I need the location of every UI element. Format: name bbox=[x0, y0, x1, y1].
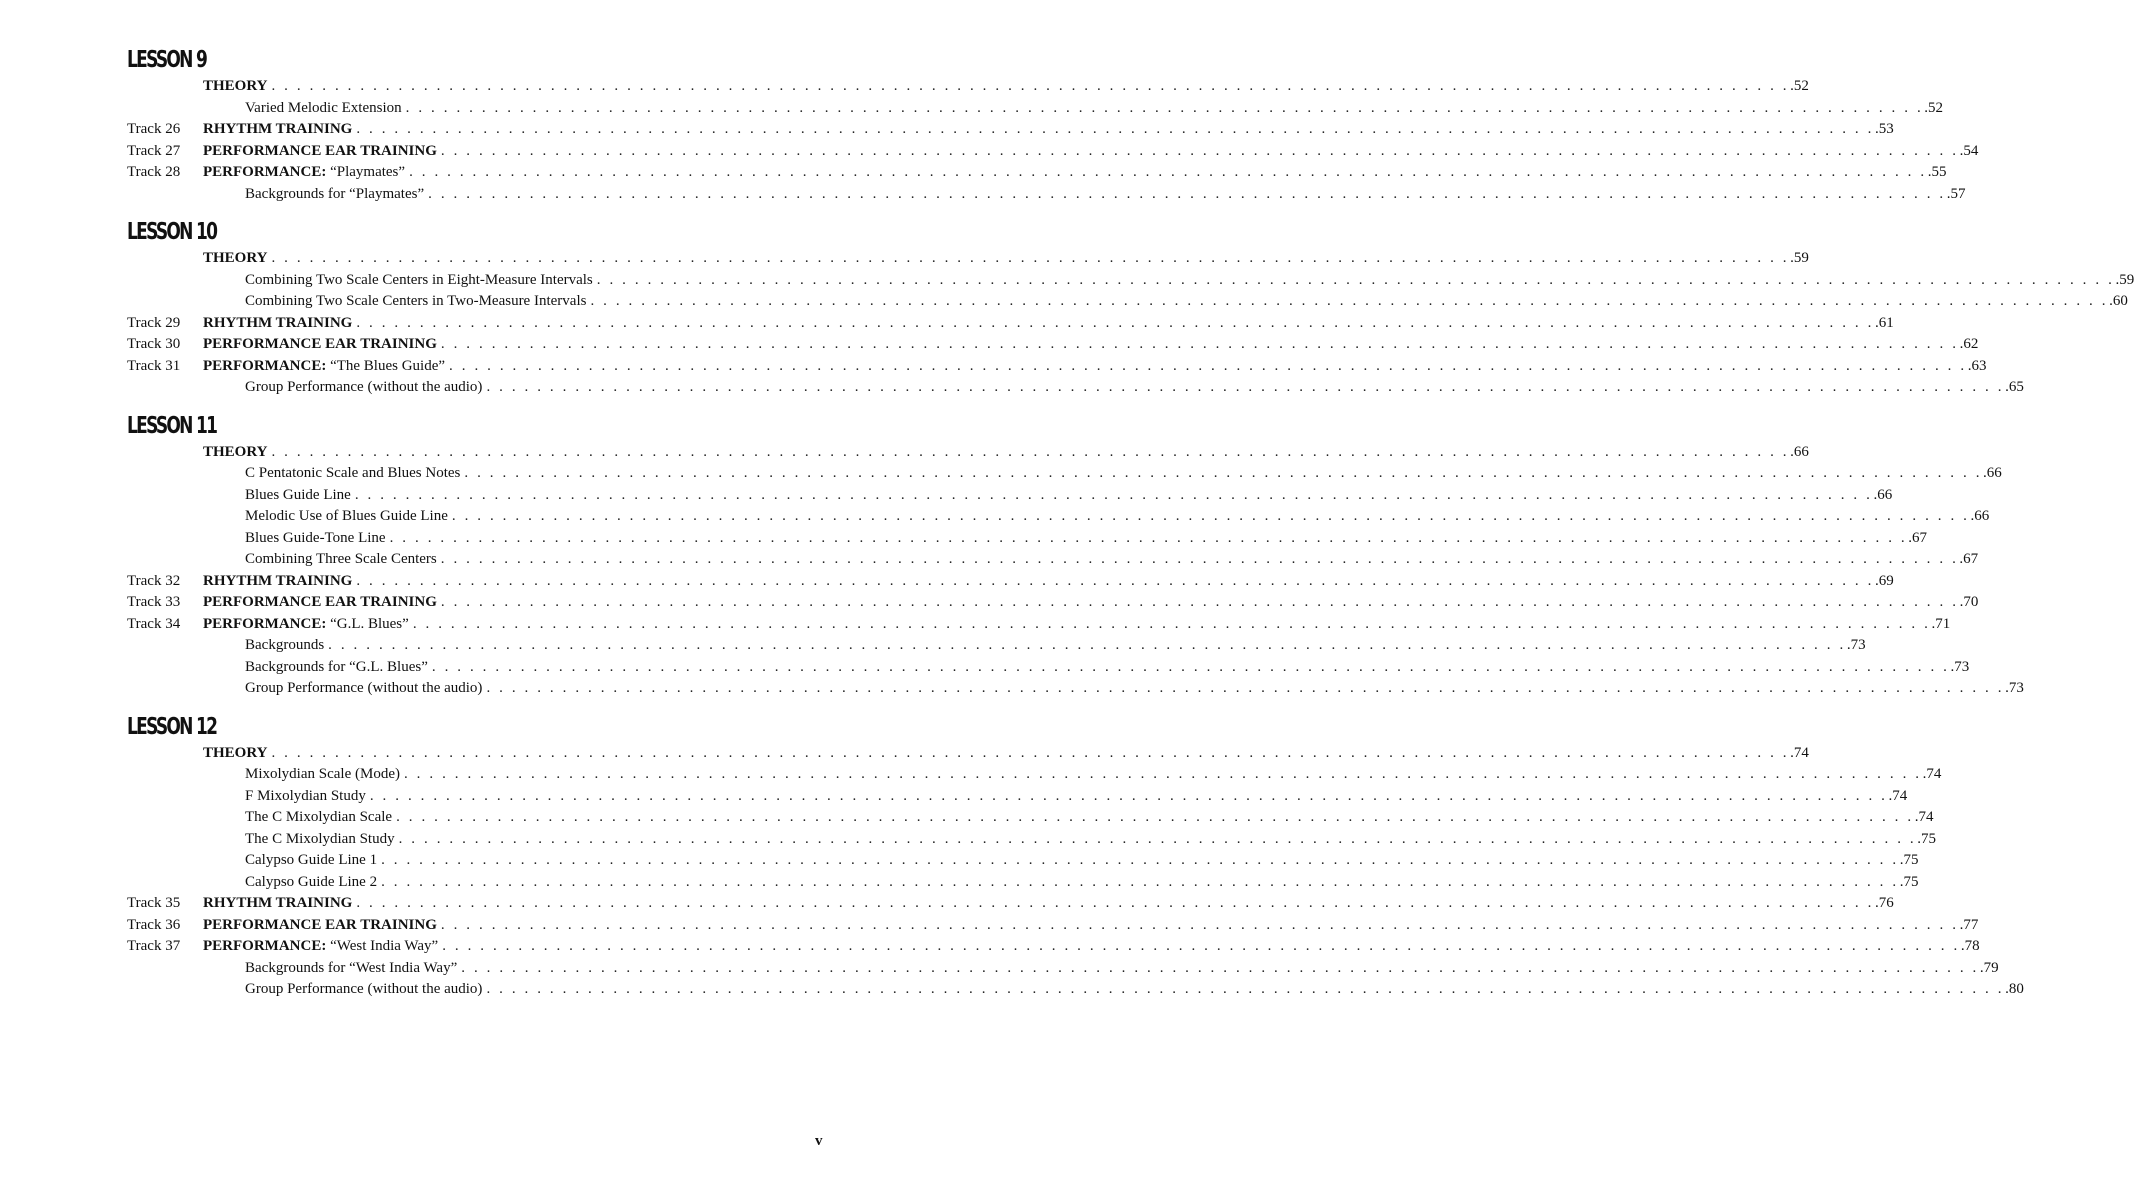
dot-leader: . . . . . . . . . . . . . . . . . . . . . . . . . . . . . . . . . . . . . . . . . . . . . . . . . . . . . . . . . . . . . . . . . . . . . . . . . . . . . . . . . . . . . . . . . . . . . . . . . . . . . . . . . . . . . . . . . . . . . . . . bbox=[590, 293, 2109, 309]
track-label: Track 28 bbox=[127, 164, 181, 180]
entry-title-text: Backgrounds for “West India Way” bbox=[245, 959, 458, 976]
toc-entry[interactable] bbox=[0, 958, 1999, 980]
entry-line bbox=[245, 270, 2134, 292]
entry-page-number: .75 bbox=[1917, 830, 1936, 847]
entry-title-bold: RHYTHM TRAINING bbox=[203, 314, 353, 331]
lesson-heading: LESSON 10 bbox=[127, 219, 217, 245]
entry-line bbox=[245, 463, 2002, 485]
entry-line bbox=[245, 528, 1927, 550]
toc-entry[interactable] bbox=[0, 549, 1979, 571]
toc-entry[interactable] bbox=[0, 764, 1942, 786]
dot-leader: . . . . . . . . . . . . . . . . . . . . . . . . . . . . . . . . . . . . . . . . . . . . . . . . . . . . . . . . . . . . . . . . . . . . . . . . . . . . . . . . . . . . . . . . . . . . . . . . . . . . . . . . . . . . . . . . . . . . . . . . bbox=[271, 250, 1790, 266]
entry-page-number: .77 bbox=[1959, 916, 1979, 933]
toc-entry[interactable] bbox=[0, 915, 1979, 937]
dot-leader: . . . . . . . . . . . . . . . . . . . . . . . . . . . . . . . . . . . . . . . . . . . . . . . . . . . . . . . . . . . . . . . . . . . . . . . . . . . . . . . . . . . . . . . . . . . . . . . . . . . . . . . . . . . . . . . . . . . . . . . . bbox=[381, 873, 1899, 890]
track-label: Track 33 bbox=[127, 594, 181, 610]
entry-title-text: Backgrounds for “Playmates” bbox=[245, 185, 425, 202]
entry-title-text: Group Performance (without the audio) bbox=[245, 680, 483, 696]
entry-title-text: Combining Two Scale Centers in Eight-Measure Intervals bbox=[245, 271, 593, 288]
entry-line bbox=[203, 356, 1987, 378]
entry-title-bold: RHYTHM TRAINING bbox=[203, 121, 353, 137]
entry-title bbox=[203, 571, 352, 593]
entry-page-number: .74 bbox=[1922, 766, 1942, 782]
entry-title-bold: THEORY bbox=[203, 78, 268, 94]
section-gap bbox=[0, 700, 900, 711]
entry-title bbox=[245, 958, 457, 980]
toc-entry[interactable] bbox=[0, 119, 1894, 141]
entry-title bbox=[203, 743, 267, 765]
dot-leader: . . . . . . . . . . . . . . . . . . . . . . . . . . . . . . . . . . . . . . . . . . . . . . . . . . . . . . . . . . . . . . . . . . . . . . . . . . . . . . . . . . . . . . . . . . . . . . . . . . . . . . . . . . . . . . . . . . . . . . . . bbox=[271, 78, 1790, 94]
toc-entry[interactable] bbox=[0, 678, 2024, 700]
dot-leader: . . . . . . . . . . . . . . . . . . . . . . . . . . . . . . . . . . . . . . . . . . . . . . . . . . . . . . . . . . . . . . . . . . . . . . . . . . . . . . . . . . . . . . . . . . . . . . . . . . . . . . . . . . . . . . . . . . . . . . . . bbox=[409, 164, 1927, 180]
entry-line bbox=[245, 786, 1908, 808]
entry-title bbox=[245, 377, 482, 399]
entry-title bbox=[203, 248, 267, 270]
entry-page-number: .61 bbox=[1874, 314, 1894, 331]
entry-title bbox=[245, 506, 448, 528]
dot-leader: . . . . . . . . . . . . . . . . . . . . . . . . . . . . . . . . . . . . . . . . . . . . . . . . . . . . . . . . . . . . . . . . . . . . . . . . . . . . . . . . . . . . . . . . . . . . . . . . . . . . . . . . . . . . . . . . . . . . . . . . bbox=[403, 766, 1922, 782]
toc-entry[interactable] bbox=[0, 485, 1893, 507]
entry-title-text: Blues Guide Line bbox=[245, 486, 351, 503]
entry-title-text: Combining Three Scale Centers bbox=[245, 551, 437, 567]
entry-page-number: .74 bbox=[1888, 787, 1908, 804]
dot-leader: . . . . . . . . . . . . . . . . . . . . . . . . . . . . . . . . . . . . . . . . . . . . . . . . . . . . . . . . . . . . . . . . . . . . . . . . . . . . . . . . . . . . . . . . . . . . . . . . . . . . . . . . . . . . . . . . . . . . . . . . bbox=[428, 185, 1946, 202]
dot-leader: . . . . . . . . . . . . . . . . . . . . . . . . . . . . . . . . . . . . . . . . . . . . . . . . . . . . . . . . . . . . . . . . . . . . . . . . . . . . . . . . . . . . . . . . . . . . . . . . . . . . . . . . . . . . . . . . . . . . . . . . bbox=[328, 637, 1846, 653]
entry-page-number: .67 bbox=[1908, 529, 1927, 546]
entry-title-bold: PERFORMANCE: bbox=[203, 615, 327, 632]
dot-leader: . . . . . . . . . . . . . . . . . . . . . . . . . . . . . . . . . . . . . . . . . . . . . . . . . . . . . . . . . . . . . . . . . . . . . . . . . . . . . . . . . . . . . . . . . . . . . . . . . . . . . . . . . . . . . . . . . . . . . . . . bbox=[369, 787, 1888, 804]
lesson-heading: LESSON 11 bbox=[127, 412, 217, 439]
entry-page-number: .74 bbox=[1790, 744, 1809, 761]
toc-entry[interactable] bbox=[0, 850, 1919, 872]
toc-entry[interactable] bbox=[0, 807, 1934, 829]
track-label: Track 35 bbox=[127, 895, 181, 911]
toc-entry[interactable] bbox=[0, 635, 1866, 657]
dot-leader: . . . . . . . . . . . . . . . . . . . . . . . . . . . . . . . . . . . . . . . . . . . . . . . . . . . . . . . . . . . . . . . . . . . . . . . . . . . . . . . . . . . . . . . . . . . . . . . . . . . . . . . . . . . . . . . . . . . . . . . . bbox=[356, 121, 1874, 137]
toc-entry[interactable] bbox=[0, 979, 2024, 1001]
dot-leader: . . . . . . . . . . . . . . . . . . . . . . . . . . . . . . . . . . . . . . . . . . . . . . . . . . . . . . . . . . . . . . . . . . . . . . . . . . . . . . . . . . . . . . . . . . . . . . . . . . . . . . . . . . . . . . . . . . . . . . . . bbox=[486, 680, 2005, 696]
entry-line bbox=[203, 313, 1894, 335]
entry-title-bold: PERFORMANCE: bbox=[203, 164, 327, 180]
dot-leader: . . . . . . . . . . . . . . . . . . . . . . . . . . . . . . . . . . . . . . . . . . . . . . . . . . . . . . . . . . . . . . . . . . . . . . . . . . . . . . . . . . . . . . . . . . . . . . . . . . . . . . . . . . . . . . . . . . . . . . . . bbox=[440, 551, 1959, 567]
toc-entry[interactable] bbox=[0, 377, 2024, 399]
dot-leader: . . . . . . . . . . . . . . . . . . . . . . . . . . . . . . . . . . . . . . . . . . . . . . . . . . . . . . . . . . . . . . . . . . . . . . . . . . . . . . . . . . . . . . . . . . . . . . . . . . . . . . . . . . . . . . . . . . . . . . . . bbox=[596, 271, 2115, 288]
entry-line bbox=[203, 162, 1947, 184]
entry-title-text: Group Performance (without the audio) bbox=[245, 379, 483, 395]
entry-line bbox=[245, 872, 1919, 894]
toc-entry[interactable] bbox=[0, 657, 1970, 679]
entry-line bbox=[245, 829, 1936, 851]
dot-leader: . . . . . . . . . . . . . . . . . . . . . . . . . . . . . . . . . . . . . . . . . . . . . . . . . . . . . . . . . . . . . . . . . . . . . . . . . . . . . . . . . . . . . . . . . . . . . . . . . . . . . . . . . . . . . . . . . . . . . . . . bbox=[440, 142, 1959, 159]
track-label: Track 26 bbox=[127, 121, 181, 137]
entry-title bbox=[203, 313, 352, 335]
entry-title bbox=[245, 850, 377, 872]
entry-title bbox=[203, 141, 437, 163]
entry-title-text: “West India Way” bbox=[326, 938, 439, 954]
entry-line bbox=[203, 915, 1979, 937]
entry-line bbox=[203, 334, 1979, 356]
toc-entry[interactable] bbox=[0, 162, 1947, 184]
entry-title bbox=[245, 184, 424, 206]
section-gap bbox=[0, 205, 900, 216]
dot-leader: . . . . . . . . . . . . . . . . . . . . . . . . . . . . . . . . . . . . . . . . . . . . . . . . . . . . . . . . . . . . . . . . . . . . . . . . . . . . . . . . . . . . . . . . . . . . . . . . . . . . . . . . . . . . . . . . . . . . . . . . bbox=[440, 594, 1959, 610]
entry-title bbox=[245, 764, 400, 786]
entry-title-text: Varied Melodic Extension bbox=[245, 99, 402, 116]
toc-entry[interactable] bbox=[0, 592, 1979, 614]
dot-leader: . . . . . . . . . . . . . . . . . . . . . . . . . . . . . . . . . . . . . . . . . . . . . . . . . . . . . . . . . . . . . . . . . . . . . . . . . . . . . . . . . . . . . . . . . . . . . . . . . . . . . . . . . . . . . . . . . . . . . . . . bbox=[412, 615, 1931, 632]
entry-line bbox=[203, 893, 1894, 915]
entry-line bbox=[245, 764, 1942, 786]
lesson-section bbox=[0, 44, 1979, 216]
toc-entry[interactable] bbox=[0, 270, 2134, 292]
toc-entry[interactable] bbox=[0, 184, 1966, 206]
table-of-contents bbox=[0, 44, 2134, 1001]
entry-title bbox=[245, 270, 593, 292]
entry-title bbox=[203, 334, 437, 356]
entry-page-number: .73 bbox=[2005, 680, 2024, 696]
lesson-heading: LESSON 9 bbox=[127, 47, 207, 73]
entry-title-text: Calypso Guide Line 2 bbox=[245, 873, 378, 890]
entry-page-number: .76 bbox=[1874, 895, 1894, 911]
dot-leader: . . . . . . . . . . . . . . . . . . . . . . . . . . . . . . . . . . . . . . . . . . . . . . . . . . . . . . . . . . . . . . . . . . . . . . . . . . . . . . . . . . . . . . . . . . . . . . . . . . . . . . . . . . . . . . . . . . . . . . . . bbox=[398, 830, 1917, 847]
entry-line bbox=[245, 958, 1999, 980]
toc-entry[interactable] bbox=[0, 334, 1979, 356]
entry-title bbox=[203, 915, 437, 937]
entry-title-text: Backgrounds bbox=[245, 637, 325, 653]
entry-title bbox=[245, 528, 386, 550]
entry-page-number: .54 bbox=[1959, 142, 1979, 159]
entry-title-bold: PERFORMANCE EAR TRAINING bbox=[203, 336, 437, 352]
track-label: Track 29 bbox=[127, 314, 181, 331]
toc-entry[interactable] bbox=[0, 98, 1944, 120]
toc-entry[interactable] bbox=[0, 442, 1809, 464]
entry-page-number: .59 bbox=[1790, 250, 1809, 266]
entry-page-number: .59 bbox=[2115, 271, 2134, 288]
dot-leader: . . . . . . . . . . . . . . . . . . . . . . . . . . . . . . . . . . . . . . . . . . . . . . . . . . . . . . . . . . . . . . . . . . . . . . . . . . . . . . . . . . . . . . . . . . . . . . . . . . . . . . . . . . . . . . . . . . . . . . . . bbox=[486, 379, 2005, 395]
entry-title bbox=[245, 872, 377, 894]
lesson-section bbox=[0, 216, 2134, 410]
entry-title-bold: RHYTHM TRAINING bbox=[203, 572, 353, 589]
entry-line bbox=[245, 506, 1990, 528]
entry-page-number: .74 bbox=[1914, 809, 1934, 825]
entry-title-text: Backgrounds for “G.L. Blues” bbox=[245, 658, 428, 675]
lesson-heading: LESSON 12 bbox=[127, 713, 217, 740]
entry-title bbox=[245, 485, 351, 507]
track-label: Track 30 bbox=[127, 336, 181, 352]
entry-title bbox=[245, 291, 586, 313]
toc-entry[interactable] bbox=[0, 743, 1809, 765]
track-label: Track 37 bbox=[127, 938, 181, 954]
track-label: Track 27 bbox=[127, 142, 181, 159]
entry-page-number: .52 bbox=[1924, 99, 1944, 116]
entry-title bbox=[245, 463, 460, 485]
entry-page-number: .78 bbox=[1960, 938, 1980, 954]
toc-entry[interactable] bbox=[0, 936, 1980, 958]
entry-line bbox=[203, 743, 1809, 765]
entry-line bbox=[203, 614, 1951, 636]
entry-line bbox=[203, 248, 1809, 270]
entry-line bbox=[245, 635, 1866, 657]
entry-page-number: .75 bbox=[1899, 873, 1919, 890]
entry-title-bold: THEORY bbox=[203, 443, 268, 460]
entry-line bbox=[203, 442, 1809, 464]
entry-page-number: .63 bbox=[1967, 357, 1987, 374]
toc-entry[interactable] bbox=[0, 141, 1979, 163]
entry-title bbox=[203, 119, 352, 141]
dot-leader: . . . . . . . . . . . . . . . . . . . . . . . . . . . . . . . . . . . . . . . . . . . . . . . . . . . . . . . . . . . . . . . . . . . . . . . . . . . . . . . . . . . . . . . . . . . . . . . . . . . . . . . . . . . . . . . . . . . . . . . . bbox=[389, 529, 1908, 546]
dot-leader: . . . . . . . . . . . . . . . . . . . . . . . . . . . . . . . . . . . . . . . . . . . . . . . . . . . . . . . . . . . . . . . . . . . . . . . . . . . . . . . . . . . . . . . . . . . . . . . . . . . . . . . . . . . . . . . . . . . . . . . . bbox=[396, 809, 1914, 825]
dot-leader: . . . . . . . . . . . . . . . . . . . . . . . . . . . . . . . . . . . . . . . . . . . . . . . . . . . . . . . . . . . . . . . . . . . . . . . . . . . . . . . . . . . . . . . . . . . . . . . . . . . . . . . . . . . . . . . . . . . . . . . . bbox=[356, 895, 1874, 911]
entry-page-number: .73 bbox=[1846, 637, 1866, 653]
entry-title-bold: PERFORMANCE: bbox=[203, 357, 327, 374]
dot-leader: . . . . . . . . . . . . . . . . . . . . . . . . . . . . . . . . . . . . . . . . . . . . . . . . . . . . . . . . . . . . . . . . . . . . . . . . . . . . . . . . . . . . . . . . . . . . . . . . . . . . . . . . . . . . . . . . . . . . . . . . bbox=[451, 508, 1970, 524]
dot-leader: . . . . . . . . . . . . . . . . . . . . . . . . . . . . . . . . . . . . . . . . . . . . . . . . . . . . . . . . . . . . . . . . . . . . . . . . . . . . . . . . . . . . . . . . . . . . . . . . . . . . . . . . . . . . . . . . . . . . . . . . bbox=[464, 465, 1983, 481]
entry-title-bold: PERFORMANCE EAR TRAINING bbox=[203, 916, 437, 933]
entry-title bbox=[203, 356, 445, 378]
entry-title-text: Group Performance (without the audio) bbox=[245, 981, 483, 997]
entry-title bbox=[245, 549, 437, 571]
entry-page-number: .66 bbox=[1873, 486, 1893, 503]
entry-title bbox=[203, 614, 409, 636]
entry-page-number: .52 bbox=[1790, 78, 1809, 94]
entry-line bbox=[245, 291, 2128, 313]
dot-leader: . . . . . . . . . . . . . . . . . . . . . . . . . . . . . . . . . . . . . . . . . . . . . . . . . . . . . . . . . . . . . . . . . . . . . . . . . . . . . . . . . . . . . . . . . . . . . . . . . . . . . . . . . . . . . . . . . . . . . . . . bbox=[486, 981, 2005, 997]
dot-leader: . . . . . . . . . . . . . . . . . . . . . . . . . . . . . . . . . . . . . . . . . . . . . . . . . . . . . . . . . . . . . . . . . . . . . . . . . . . . . . . . . . . . . . . . . . . . . . . . . . . . . . . . . . . . . . . . . . . . . . . . bbox=[440, 916, 1959, 933]
entry-title-bold: PERFORMANCE EAR TRAINING bbox=[203, 142, 437, 159]
track-label: Track 34 bbox=[127, 615, 181, 632]
entry-line bbox=[203, 592, 1979, 614]
dot-leader: . . . . . . . . . . . . . . . . . . . . . . . . . . . . . . . . . . . . . . . . . . . . . . . . . . . . . . . . . . . . . . . . . . . . . . . . . . . . . . . . . . . . . . . . . . . . . . . . . . . . . . . . . . . . . . . . . . . . . . . . bbox=[271, 443, 1790, 460]
entry-page-number: .53 bbox=[1874, 121, 1894, 137]
entry-title-text: Calypso Guide Line 1 bbox=[245, 852, 378, 868]
entry-title bbox=[203, 162, 405, 184]
dot-leader: . . . . . . . . . . . . . . . . . . . . . . . . . . . . . . . . . . . . . . . . . . . . . . . . . . . . . . . . . . . . . . . . . . . . . . . . . . . . . . . . . . . . . . . . . . . . . . . . . . . . . . . . . . . . . . . . . . . . . . . . bbox=[405, 99, 1924, 116]
entry-title-text: The C Mixolydian Study bbox=[245, 830, 395, 847]
toc-entry[interactable] bbox=[0, 571, 1894, 593]
entry-title-text: “The Blues Guide” bbox=[326, 357, 446, 374]
page-number: v bbox=[815, 1133, 823, 1149]
toc-entry[interactable] bbox=[0, 463, 2002, 485]
entry-line bbox=[203, 936, 1980, 958]
dot-leader: . . . . . . . . . . . . . . . . . . . . . . . . . . . . . . . . . . . . . . . . . . . . . . . . . . . . . . . . . . . . . . . . . . . . . . . . . . . . . . . . . . . . . . . . . . . . . . . . . . . . . . . . . . . . . . . . . . . . . . . . bbox=[442, 938, 1960, 954]
entry-page-number: .70 bbox=[1959, 594, 1979, 610]
dot-leader: . . . . . . . . . . . . . . . . . . . . . . . . . . . . . . . . . . . . . . . . . . . . . . . . . . . . . . . . . . . . . . . . . . . . . . . . . . . . . . . . . . . . . . . . . . . . . . . . . . . . . . . . . . . . . . . . . . . . . . . . bbox=[440, 336, 1959, 352]
entry-line bbox=[245, 678, 2024, 700]
entry-title-text: Mixolydian Scale (Mode) bbox=[245, 766, 400, 782]
track-label: Track 31 bbox=[127, 357, 181, 374]
entry-page-number: .65 bbox=[2005, 379, 2024, 395]
entry-page-number: .71 bbox=[1931, 615, 1951, 632]
entry-title bbox=[203, 76, 267, 98]
dot-leader: . . . . . . . . . . . . . . . . . . . . . . . . . . . . . . . . . . . . . . . . . . . . . . . . . . . . . . . . . . . . . . . . . . . . . . . . . . . . . . . . . . . . . . . . . . . . . . . . . . . . . . . . . . . . . . . . . . . . . . . . bbox=[449, 357, 1967, 374]
entry-line bbox=[203, 119, 1894, 141]
entry-line bbox=[245, 377, 2024, 399]
entry-page-number: .69 bbox=[1874, 572, 1894, 589]
entry-title-text: “Playmates” bbox=[326, 164, 406, 180]
entry-title bbox=[245, 678, 482, 700]
lesson-section bbox=[0, 410, 2024, 711]
entry-line bbox=[245, 98, 1944, 120]
dot-leader: . . . . . . . . . . . . . . . . . . . . . . . . . . . . . . . . . . . . . . . . . . . . . . . . . . . . . . . . . . . . . . . . . . . . . . . . . . . . . . . . . . . . . . . . . . . . . . . . . . . . . . . . . . . . . . . . . . . . . . . . bbox=[356, 572, 1874, 589]
entry-page-number: .60 bbox=[2109, 293, 2128, 309]
entry-line bbox=[245, 485, 1893, 507]
entry-title bbox=[245, 98, 402, 120]
toc-entry[interactable] bbox=[0, 528, 1927, 550]
toc-entry[interactable] bbox=[0, 829, 1936, 851]
entry-title bbox=[245, 979, 482, 1001]
entry-line bbox=[245, 657, 1970, 679]
toc-entry[interactable] bbox=[0, 313, 1894, 335]
toc-entry[interactable] bbox=[0, 893, 1894, 915]
entry-line bbox=[203, 141, 1979, 163]
toc-entry[interactable] bbox=[0, 506, 1990, 528]
entry-page-number: .79 bbox=[1979, 959, 1999, 976]
entry-page-number: .66 bbox=[1790, 443, 1809, 460]
entry-title-text: Melodic Use of Blues Guide Line bbox=[245, 508, 448, 524]
entry-title bbox=[245, 786, 366, 808]
toc-entry[interactable] bbox=[0, 291, 2128, 313]
entry-page-number: .57 bbox=[1946, 185, 1966, 202]
entry-page-number: .66 bbox=[1983, 465, 2002, 481]
toc-entry[interactable] bbox=[0, 872, 1919, 894]
dot-leader: . . . . . . . . . . . . . . . . . . . . . . . . . . . . . . . . . . . . . . . . . . . . . . . . . . . . . . . . . . . . . . . . . . . . . . . . . . . . . . . . . . . . . . . . . . . . . . . . . . . . . . . . . . . . . . . . . . . . . . . . bbox=[356, 314, 1874, 331]
entry-page-number: .80 bbox=[2005, 981, 2024, 997]
entry-title bbox=[245, 657, 428, 679]
entry-line bbox=[245, 850, 1919, 872]
entry-line bbox=[203, 571, 1894, 593]
entry-title-text: Combining Two Scale Centers in Two-Measure Intervals bbox=[245, 293, 587, 309]
entry-title-bold: PERFORMANCE: bbox=[203, 938, 327, 954]
entry-line bbox=[245, 807, 1934, 829]
toc-entry[interactable] bbox=[0, 614, 1951, 636]
entry-title-text: C Pentatonic Scale and Blues Notes bbox=[245, 465, 461, 481]
dot-leader: . . . . . . . . . . . . . . . . . . . . . . . . . . . . . . . . . . . . . . . . . . . . . . . . . . . . . . . . . . . . . . . . . . . . . . . . . . . . . . . . . . . . . . . . . . . . . . . . . . . . . . . . . . . . . . . . . . . . . . . . bbox=[271, 744, 1790, 761]
toc-entry[interactable] bbox=[0, 76, 1809, 98]
entry-title bbox=[203, 442, 267, 464]
entry-line bbox=[245, 979, 2024, 1001]
entry-title bbox=[203, 893, 352, 915]
entry-title-bold: RHYTHM TRAINING bbox=[203, 895, 353, 911]
track-label: Track 32 bbox=[127, 572, 181, 589]
lesson-section bbox=[0, 711, 2024, 1001]
entry-title bbox=[245, 635, 324, 657]
entry-title-text: “G.L. Blues” bbox=[326, 615, 409, 632]
dot-leader: . . . . . . . . . . . . . . . . . . . . . . . . . . . . . . . . . . . . . . . . . . . . . . . . . . . . . . . . . . . . . . . . . . . . . . . . . . . . . . . . . . . . . . . . . . . . . . . . . . . . . . . . . . . . . . . . . . . . . . . . bbox=[381, 852, 1899, 868]
entry-title bbox=[245, 829, 395, 851]
entry-page-number: .66 bbox=[1970, 508, 1990, 524]
entry-title-text: F Mixolydian Study bbox=[245, 787, 366, 804]
toc-entry[interactable] bbox=[0, 786, 1908, 808]
track-label: Track 36 bbox=[127, 916, 181, 933]
entry-line bbox=[245, 549, 1979, 571]
toc-entry[interactable] bbox=[0, 248, 1809, 270]
entry-title-bold: THEORY bbox=[203, 744, 268, 761]
toc-entry[interactable] bbox=[0, 356, 1987, 378]
entry-title bbox=[203, 592, 437, 614]
dot-leader: . . . . . . . . . . . . . . . . . . . . . . . . . . . . . . . . . . . . . . . . . . . . . . . . . . . . . . . . . . . . . . . . . . . . . . . . . . . . . . . . . . . . . . . . . . . . . . . . . . . . . . . . . . . . . . . . . . . . . . . . bbox=[431, 658, 1950, 675]
entry-title-bold: PERFORMANCE EAR TRAINING bbox=[203, 594, 437, 610]
dot-leader: . . . . . . . . . . . . . . . . . . . . . . . . . . . . . . . . . . . . . . . . . . . . . . . . . . . . . . . . . . . . . . . . . . . . . . . . . . . . . . . . . . . . . . . . . . . . . . . . . . . . . . . . . . . . . . . . . . . . . . . . bbox=[461, 959, 1979, 976]
entry-title-bold: THEORY bbox=[203, 250, 268, 266]
entry-title bbox=[245, 807, 392, 829]
entry-page-number: .62 bbox=[1959, 336, 1979, 352]
entry-page-number: .55 bbox=[1927, 164, 1947, 180]
section-gap bbox=[0, 399, 900, 410]
dot-leader: . . . . . . . . . . . . . . . . . . . . . . . . . . . . . . . . . . . . . . . . . . . . . . . . . . . . . . . . . . . . . . . . . . . . . . . . . . . . . . . . . . . . . . . . . . . . . . . . . . . . . . . . . . . . . . . . . . . . . . . . bbox=[354, 486, 1873, 503]
entry-line bbox=[245, 184, 1966, 206]
entry-title-text: The C Mixolydian Scale bbox=[245, 809, 393, 825]
entry-line bbox=[203, 76, 1809, 98]
entry-title bbox=[203, 936, 438, 958]
entry-page-number: .67 bbox=[1959, 551, 1979, 567]
entry-page-number: .73 bbox=[1950, 658, 1970, 675]
entry-page-number: .75 bbox=[1899, 852, 1919, 868]
entry-title-text: Blues Guide-Tone Line bbox=[245, 529, 386, 546]
